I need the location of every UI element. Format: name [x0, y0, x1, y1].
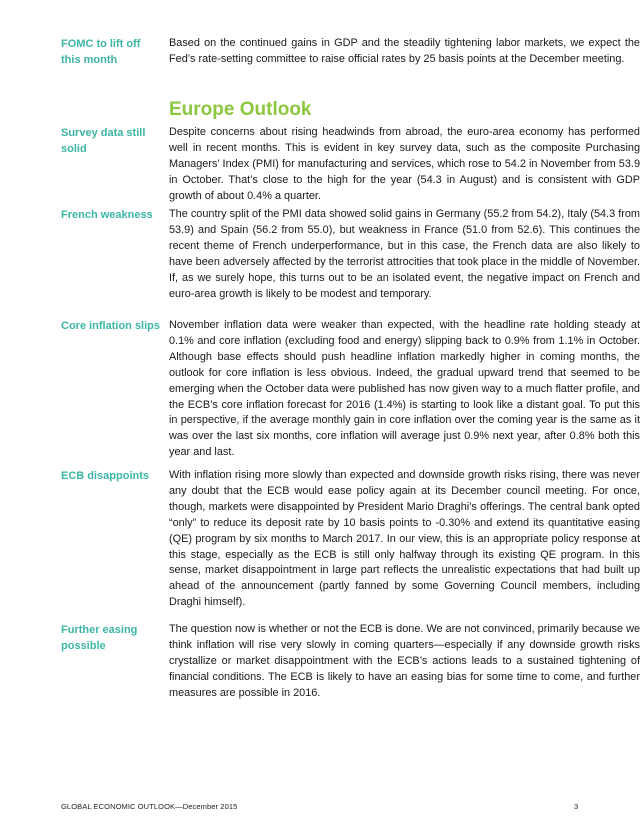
paragraph: Based on the continued gains in GDP and the steadily tightening labor markets, we expect the Fed’s rate-setting committee to raise official rates by 25 basis points at the December meeting.	[169, 37, 640, 65]
paragraph: November inflation data were weaker than expected, with the headline rate holding steady at 0.1% and core inflation (excluding food and energy) slipping back to 0.9% from 1.1% in October. Although base effects should push headline inflation markedly higher in coming months, the outlook for core inflation is less obvious. Indeed, the gradual upward trend that seemed to be emerging when the October data were published has now given way to a much flatter profile, and the ECB’s core inflation forecast for 2016 (1.4%) is starting to look like a distant goal. To put this in perspective, if the average monthly gain in core inflation over the coming year is the same as it was over the last six months, core inflation will average just 0.9% next year, after 0.8% both this year and last.	[169, 319, 640, 459]
footer-title: GLOBAL ECONOMIC OUTLOOK—December 2015	[61, 802, 238, 811]
paragraph: With inflation rising more slowly than expected and downside growth risks rising, there was never any doubt that the ECB would ease policy again at its December council meeting. For once, though, markets were disappointed by President Mario Draghi’s offerings. The central bank opted “only” to reduce its deposit rate by 10 basis points to -0.30% and extend its quantitative easing (QE) program by six months to March 2017. In our view, this is an appropriate policy response at this stage, especially as the ECB is still only halfway through its existing QE program. In this sense, market disappointment in large part reflects the unrealistic expectations that had built up ahead of the announcement (partly fanned by some Governing Council members, including Draghi himself).	[169, 469, 640, 609]
side-label: Further easing possible	[61, 624, 138, 652]
side-label: French weakness	[61, 209, 153, 221]
page-number: 3	[574, 802, 579, 811]
side-label: FOMC to lift off this month	[61, 38, 141, 66]
side-label: Core inflation slips	[61, 320, 161, 332]
paragraph: Despite concerns about rising headwinds from abroad, the euro-area economy has performed well in recent months. This is evident in key survey data, such as the composite Purchasing Managers’ Index (PMI) for manufacturing and services, which rose to 54.2 in November from 53.9 in October. That’s close to the high for the year (54.3 in August) and is consistent with GDP growth of about 0.4% a quarter.	[169, 126, 640, 202]
section-heading: Europe Outlook	[169, 99, 312, 120]
paragraph: The country split of the PMI data showed solid gains in Germany (55.2 from 54.2), Italy (54.3 from 53.9) and Spain (56.2 from 55.0), but weakness in France (51.0 from 52.6). This continues the recent theme of French underperformance, but in this case, the French data are also likely to have been adversely affected by the terrorist attrocities that took place in the middle of November. If, as we surely hope, this turns out to be an isolated event, the negative impact on French and euro-area growth is likely to be modest and temporary.	[169, 208, 640, 300]
side-label: ECB disappoints	[61, 470, 150, 482]
paragraph: The question now is whether or not the ECB is done. We are not convinced, primarily because we think inflation will rise very slowly in coming quarters—especially if any downside growth risks crystallize or market disappointment with the ECB’s actions leads to a sustained tightening of financial conditions. The ECB is likely to have an easing bias for some time to come, and further measures are possible in 2016.	[169, 623, 640, 699]
side-label: Survey data still solid	[61, 127, 146, 155]
